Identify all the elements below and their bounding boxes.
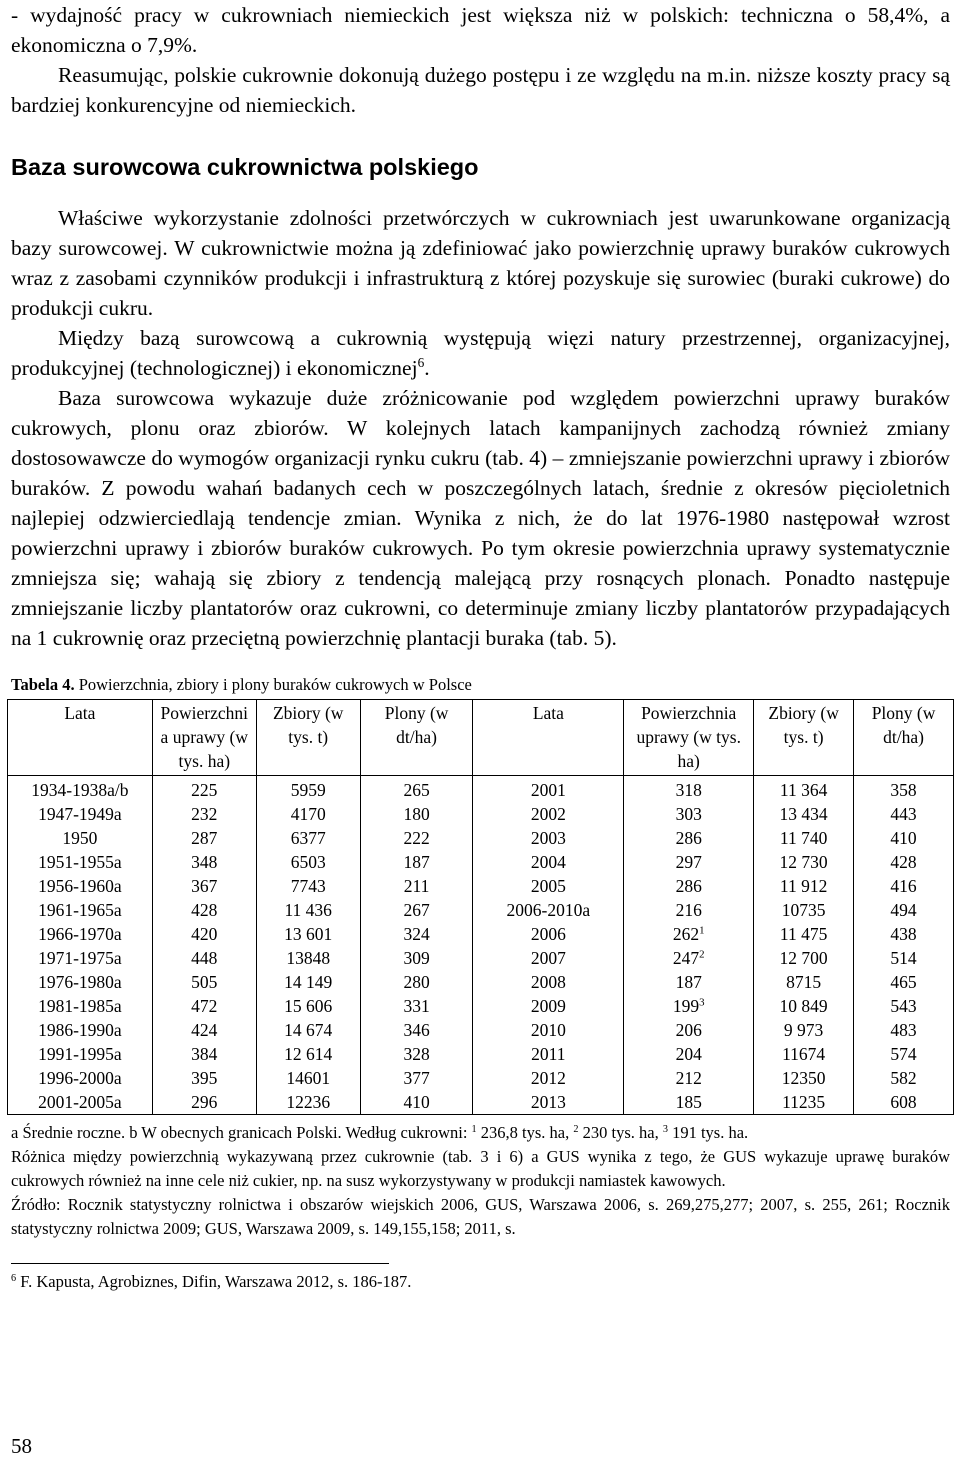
table-row	[8, 1066, 954, 1090]
cell-harvest-left: 6503	[256, 850, 360, 874]
cell-years-left: 2001-2005a	[8, 1090, 153, 1115]
cell-years-right: 2003	[473, 826, 624, 850]
cell-area-left: 296	[152, 1090, 256, 1115]
footnote-separator	[11, 1263, 389, 1264]
table-caption	[11, 675, 950, 695]
cell-footnote-mark: 1	[699, 924, 705, 937]
cell-harvest-left: 13848	[256, 946, 360, 970]
cell-yield-right: 608	[854, 1090, 954, 1115]
cell-years-left: 1991-1995a	[8, 1042, 153, 1066]
note-text: 191 tys. ha.	[667, 1123, 749, 1142]
cell-yield-left: 331	[360, 994, 473, 1018]
page-number: 58	[11, 1434, 32, 1458]
cell-yield-right: 410	[854, 826, 954, 850]
cell-yield-left: 309	[360, 946, 473, 970]
col-header: Zbiory (w tys. t)	[754, 700, 854, 776]
cell-harvest-right: 13 434	[754, 802, 854, 826]
cell-years-right: 2008	[473, 970, 624, 994]
note-text: a Średnie roczne. b W obecnych granicach Polski. Według cukrowni:	[11, 1123, 472, 1142]
cell-yield-left: 211	[360, 874, 473, 898]
cell-harvest-right: 12350	[754, 1066, 854, 1090]
cell-yield-right: 483	[854, 1018, 954, 1042]
cell-area-right: 216	[624, 898, 754, 922]
table-row	[8, 850, 954, 874]
col-header: Plony (w dt/ha)	[854, 700, 954, 776]
cell-yield-left: 324	[360, 922, 473, 946]
cell-yield-left: 180	[360, 802, 473, 826]
table-row	[8, 994, 954, 1018]
table-row	[8, 922, 954, 946]
cell-years-right: 2004	[473, 850, 624, 874]
cell-years-right: 2006-2010a	[473, 898, 624, 922]
cell-harvest-right: 10735	[754, 898, 854, 922]
note-sup: 3	[662, 1123, 668, 1135]
cell-area-left: 428	[152, 898, 256, 922]
cell-yield-left: 377	[360, 1066, 473, 1090]
cell-harvest-right: 11 912	[754, 874, 854, 898]
cell-years-right: 2002	[473, 802, 624, 826]
cell-yield-right: 428	[854, 850, 954, 874]
cell-years-right: 2005	[473, 874, 624, 898]
paragraph-1: Właściwe wykorzystanie zdolności przetwórczych w cukrowniach jest uwarunkowane organizacją bazy surowcowej. W cukrownictwie można ją zdefiniować jako powierzchnię uprawy buraków cukrowych wraz z zasobami czynników produkcji i infrastrukturą z której pozyskuje się surowiec (buraki cukrowe) do produkcji cukru.	[11, 206, 950, 320]
cell-years-right: 2012	[473, 1066, 624, 1090]
paragraph-2	[11, 323, 950, 383]
paragraph-2-end: .	[424, 356, 430, 380]
cell-years-left: 1947-1949a	[8, 802, 153, 826]
note-averages	[11, 1121, 950, 1145]
cell-harvest-left: 11 436	[256, 898, 360, 922]
cell-years-right: 2001	[473, 776, 624, 803]
table-row	[8, 874, 954, 898]
cell-area-left: 225	[152, 776, 256, 803]
cell-area-right: 187	[624, 970, 754, 994]
cell-area-right: $262^1$	[624, 922, 754, 946]
table-row	[8, 1090, 954, 1115]
cell-yield-left: 187	[360, 850, 473, 874]
cell-harvest-right: 11235	[754, 1090, 854, 1115]
cell-yield-right: 582	[854, 1066, 954, 1090]
table-row	[8, 826, 954, 850]
cell-harvest-left: 14 149	[256, 970, 360, 994]
cell-area-right: 286	[624, 826, 754, 850]
cell-area-left: 348	[152, 850, 256, 874]
col-header: Lata	[8, 700, 153, 776]
cell-area-right: 212	[624, 1066, 754, 1090]
cell-area-left: 472	[152, 994, 256, 1018]
cell-yield-left: 280	[360, 970, 473, 994]
cell-harvest-left: 14 674	[256, 1018, 360, 1042]
cell-yield-left: 328	[360, 1042, 473, 1066]
paragraph-3: Baza surowcowa wykazuje duże zróżnicowanie pod względem powierzchni uprawy buraków cukrowych, plonu oraz zbiorów. W kolejnych latach kampanijnych zachodzą również zmiany dostosowawcze do wymogów organizacji rynku cukru (tab. 4) – zmniejszanie powierzchni uprawy i zbiorów buraków. Z powodu wahań badanych cech w poszczególnych latach, średnie z okresów pięcioletnich najlepiej odzwierciedlają tendencje zmian. Wynika z nich, że do lat 1976-1980 następował wzrost powierzchni uprawy i zbiorów buraków cukrowych. Po tym okresie powierzchnia uprawy systematycznie zmniejsza się; wahają się zbiory z tendencją malejącą przy rosnących plonach. Ponadto następuje zmniejszanie liczby plantatorów oraz cukrowni, co determinuje zmiany liczby plantatorów przypadających na 1 cukrownię oraz przeciętną powierzchnię plantacji buraka (tab. 5).	[11, 386, 950, 650]
cell-area-right: 303	[624, 802, 754, 826]
cell-years-left: 1976-1980a	[8, 970, 153, 994]
cell-area-right: 185	[624, 1090, 754, 1115]
cell-yield-left: 267	[360, 898, 473, 922]
cell-yield-right: 514	[854, 946, 954, 970]
cell-years-left: 1961-1965a	[8, 898, 153, 922]
footnote-text: F. Kapusta, Agrobiznes, Difin, Warszawa 2012, s. 186-187.	[16, 1272, 412, 1291]
cell-years-left: 1950	[8, 826, 153, 850]
cell-harvest-left: 7743	[256, 874, 360, 898]
col-header: Powierzchni a uprawy (w tys. ha)	[152, 700, 256, 776]
paragraph-2-text: Między bazą surowcową a cukrownią występują więzi natury przestrzennej, organizacyjnej, produkcyjnej (technologicznej) i ekonomicznej	[11, 326, 950, 380]
cell-harvest-right: 8715	[754, 970, 854, 994]
table-row	[8, 1042, 954, 1066]
cell-yield-left: 222	[360, 826, 473, 850]
cell-harvest-left: 4170	[256, 802, 360, 826]
cell-area-left: 384	[152, 1042, 256, 1066]
cell-harvest-right: 11674	[754, 1042, 854, 1066]
cell-yield-left: 265	[360, 776, 473, 803]
col-header: Powierzchnia uprawy (w tys. ha)	[624, 700, 754, 776]
cell-harvest-left: 12 614	[256, 1042, 360, 1066]
col-header: Zbiory (w tys. t)	[256, 700, 360, 776]
cell-harvest-right: 11 364	[754, 776, 854, 803]
cell-yield-left: 410	[360, 1090, 473, 1115]
cell-years-right: 2007	[473, 946, 624, 970]
cell-years-left: 1981-1985a	[8, 994, 153, 1018]
note-sup: 1	[471, 1123, 477, 1135]
page	[11, 0, 950, 1292]
cell-area-right: $247^2$	[624, 946, 754, 970]
cell-years-right: 2006	[473, 922, 624, 946]
footnote-number: 6	[11, 1272, 17, 1284]
cell-yield-right: 543	[854, 994, 954, 1018]
cell-area-left: 367	[152, 874, 256, 898]
note-text: 230 tys. ha,	[578, 1123, 663, 1142]
cell-harvest-right: 11 475	[754, 922, 854, 946]
footnote	[11, 1272, 950, 1292]
note-source: Źródło: Rocznik statystyczny rolnictwa i obszarów wiejskich 2006, GUS, Warszawa 2006, s. 269,275,277; 2007, s. 255, 261; Rocznik statystyczny rolnictwa 2009; GUS, Warszawa 2009, s. 149,155,158; 2011, s.	[11, 1195, 950, 1238]
cell-area-left: 424	[152, 1018, 256, 1042]
cell-area-right: 318	[624, 776, 754, 803]
cell-years-left: 1966-1970a	[8, 922, 153, 946]
cell-yield-right: 574	[854, 1042, 954, 1066]
cell-years-left: 1956-1960a	[8, 874, 153, 898]
col-header: Plony (w dt/ha)	[360, 700, 473, 776]
cell-area-left: 287	[152, 826, 256, 850]
table-row	[8, 970, 954, 994]
cell-harvest-right: 9 973	[754, 1018, 854, 1042]
footnote-ref-6: 6	[417, 355, 425, 371]
note-sup: 2	[573, 1123, 579, 1135]
note-difference: Różnica między powierzchnią wykazywaną przez cukrownie (tab. 3 i 6) a GUS wynika z tego, że GUS wykazuje uprawę buraków cukrowych również na inne cele niż cukier, np. na susz wykorzystywany w produkcji namiastek kawowych.	[11, 1147, 950, 1190]
cell-area-right: 204	[624, 1042, 754, 1066]
cell-years-right: 2010	[473, 1018, 624, 1042]
cell-years-left: 1951-1955a	[8, 850, 153, 874]
cell-area-left: 420	[152, 922, 256, 946]
table-caption-text: Powierzchnia, zbiory i plony buraków cukrowych w Polsce	[74, 675, 472, 694]
data-table	[7, 699, 954, 1115]
cell-yield-right: 465	[854, 970, 954, 994]
table-caption-label: Tabela 4.	[11, 675, 75, 694]
cell-years-left: 1971-1975a	[8, 946, 153, 970]
cell-yield-right: 416	[854, 874, 954, 898]
cell-area-right: 297	[624, 850, 754, 874]
cell-area-left: 395	[152, 1066, 256, 1090]
cell-years-left: 1996-2000a	[8, 1066, 153, 1090]
table-row	[8, 1018, 954, 1042]
cell-harvest-right: 11 740	[754, 826, 854, 850]
cell-harvest-left: 13 601	[256, 922, 360, 946]
cell-yield-left: 346	[360, 1018, 473, 1042]
intro-bullet: - wydajność pracy w cukrowniach niemieckich jest większa niż w polskich: techniczna o 58,4%, a ekonomiczna o 7,9%.	[11, 3, 950, 57]
cell-footnote-mark: 3	[699, 996, 705, 1009]
cell-years-left: 1986-1990a	[8, 1018, 153, 1042]
cell-harvest-left: 6377	[256, 826, 360, 850]
cell-harvest-left: 14601	[256, 1066, 360, 1090]
table-row	[8, 776, 954, 803]
cell-harvest-right: 12 730	[754, 850, 854, 874]
cell-years-right: 2009	[473, 994, 624, 1018]
cell-years-left: 1934-1938a/b	[8, 776, 153, 803]
table-row	[8, 946, 954, 970]
cell-area-left: 232	[152, 802, 256, 826]
cell-yield-right: 443	[854, 802, 954, 826]
table-row	[8, 802, 954, 826]
table-notes	[11, 1121, 950, 1241]
cell-area-left: 448	[152, 946, 256, 970]
cell-years-right: 2013	[473, 1090, 624, 1115]
cell-harvest-left: 5959	[256, 776, 360, 803]
cell-area-right: 206	[624, 1018, 754, 1042]
cell-area-right: $199^3$	[624, 994, 754, 1018]
cell-yield-right: 438	[854, 922, 954, 946]
cell-yield-right: 358	[854, 776, 954, 803]
cell-harvest-right: 12 700	[754, 946, 854, 970]
cell-years-right: 2011	[473, 1042, 624, 1066]
col-header: Lata	[473, 700, 624, 776]
cell-harvest-left: 15 606	[256, 994, 360, 1018]
cell-yield-right: 494	[854, 898, 954, 922]
cell-footnote-mark: 2	[699, 948, 705, 961]
cell-area-right: 286	[624, 874, 754, 898]
table-row	[8, 898, 954, 922]
cell-harvest-right: 10 849	[754, 994, 854, 1018]
section-title: Baza surowcowa cukrownictwa polskiego	[11, 154, 479, 180]
intro-summary: Reasumując, polskie cukrownie dokonują dużego postępu i ze względu na m.in. niższe koszty pracy są bardziej konkurencyjne od niemieckich.	[11, 63, 950, 117]
cell-harvest-left: 12236	[256, 1090, 360, 1115]
note-text: 236,8 tys. ha,	[476, 1123, 574, 1142]
table-header-row	[8, 700, 954, 776]
cell-area-left: 505	[152, 970, 256, 994]
